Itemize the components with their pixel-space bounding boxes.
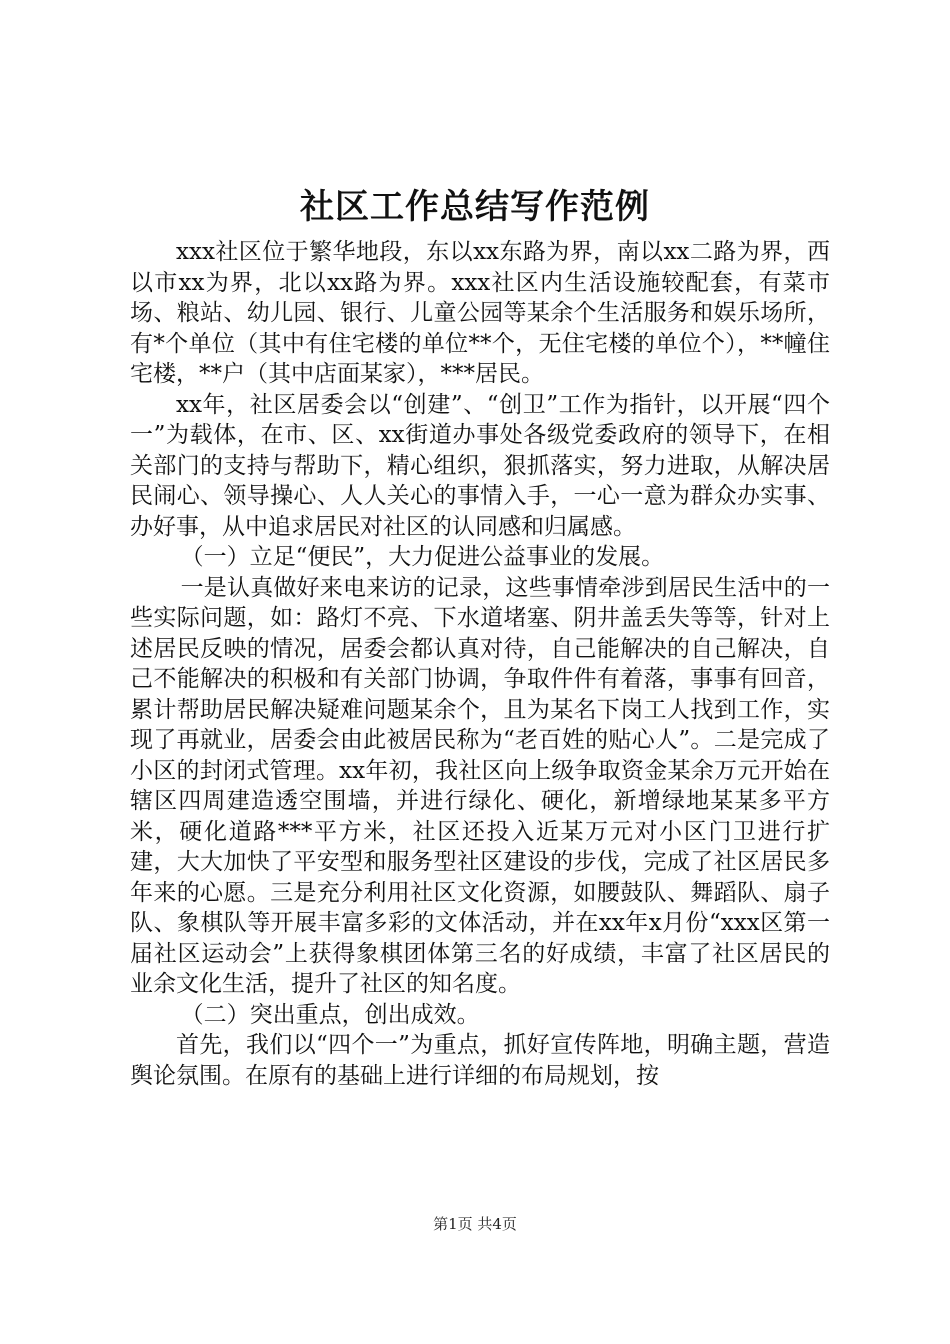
paragraph-location: xxx社区位于繁华地段，东以xx东路为界，南以xx二路为界，西以市xx为界，北以xx路为界。xxx社区内生活设施较配套，有菜市场、粮站、幼儿园、银行、儿童公园等某余个生活服务和娱乐场所，有*个单位（其中有住宅楼的单位**个，无住宅楼的单位个），**幢住宅楼，**户（其中店面某家），***居民。 bbox=[130, 239, 830, 387]
paragraph-overview: xx年，社区居委会以“创建”、“创卫”工作为指针，以开展“四个一”为载体，在市、区、xx街道办事处各级党委政府的领导下，在相关部门的支持与帮助下，精心组织，狠抓落实，努力进取，从解决居民闹心、领导操心、人人关心的事情入手，一心一意为群众办实事、办好事，从中追求居民对社区的认同感和归属感。 bbox=[130, 391, 830, 540]
paragraph-publicity: 首先，我们以“四个一”为重点，抓好宣传阵地，明确主题，营造舆论氛围。在原有的基础上进行详细的布局规划，按 bbox=[130, 1032, 830, 1089]
paragraph-public-service: 一是认真做好来电来访的记录，这些事情牵涉到居民生活中的一些实际问题，如：路灯不亮、下水道堵塞、阴井盖丢失等等，针对上述居民反映的情况，居委会都认真对待，自己能解决的自己解决，自己不能解决的积极和有关部门协调，争取件件有着落，事事有回音，累计帮助居民解决疑难问题某余个，且为某名下岗工人找到工作，实现了再就业，居委会由此被居民称为“老百姓的贴心人”。二是完成了小区的封闭式管理。xx年初，我社区向上级争取资金某余万元开始在辖区四周建造透空围墙，并进行绿化、硬化，新增绿地某某多平方米，硬化道路***平方米，社区还投入近某万元对小区门卫进行扩建，大大加快了平安型和服务型社区建设的步伐，完成了社区居民多年来的心愿。三是充分利用社区文化资源，如腰鼓队、舞蹈队、扇子队、象棋队等开展丰富多彩的文体活动，并在xx年x月份“xxx区第一届社区运动会”上获得象棋团体第三名的好成绩，丰富了社区居民的业余文化生活，提升了社区的知名度。 bbox=[130, 574, 830, 997]
section-heading-1: （一）立足“便民”，大力促进公益事业的发展。 bbox=[180, 544, 665, 570]
section-heading-2: （二）突出重点，创出成效。 bbox=[180, 1001, 480, 1028]
document-title: 社区工作总结写作范例 bbox=[300, 187, 650, 227]
page-number: 第1页 共4页 bbox=[433, 1215, 517, 1233]
document-body bbox=[130, 237, 830, 1091]
